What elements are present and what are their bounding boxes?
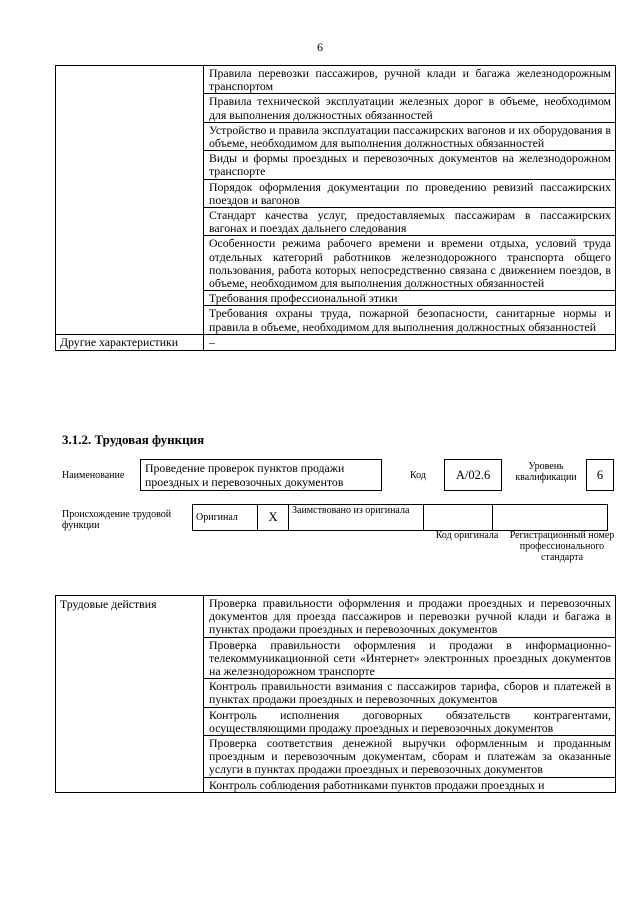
section-title: 3.1.2. Трудовая функция: [62, 432, 205, 447]
function-code-box: А/02.6: [444, 459, 502, 491]
level-value-box: 6: [586, 459, 614, 491]
labor-action-row: Проверка соответствия денежной выручки оформленным и проданным проездным и перевозочным документам, сборам и платежам за оказанные услуги в пунктах продажи проездных и перевозочных документов: [204, 736, 616, 778]
labor-action-row: Контроль правильности взимания с пассажиров тарифа, сборов и платежей в пунктах продажи проездных и перевозочных документов: [204, 679, 616, 707]
knowledge-row: Порядок оформления документации по проведению ревизий пассажирских поездов и вагонов: [204, 179, 616, 207]
knowledge-table: [55, 65, 616, 351]
origin-table: [192, 504, 608, 531]
borrowed-label: Заимствовано из оригинала: [289, 505, 424, 531]
knowledge-label-cell: [56, 66, 204, 335]
knowledge-row: Стандарт качества услуг, предоставляемых пассажирам в пассажирских вагонах и поездах дальнего следования: [204, 208, 616, 236]
labor-action-row: Проверка правильности оформления и продажи проездных и перевозочных документов для проезда пассажиров и перевозки ручной клади и багажа в пунктах продажи проездных и перевозочных документов: [204, 596, 616, 638]
knowledge-row: Особенности режима рабочего времени и времени отдыха, условий труда отдельных категорий работников железнодорожного транспорта общего пользования, работа которых непосредственно связана с движением поездов, в объеме, необходимом для выполнения должностных обязанностей: [204, 236, 616, 291]
labor-action-row: Контроль соблюдения работниками пунктов продажи проездных и: [204, 777, 616, 792]
other-characteristics-label: Другие характеристики: [56, 334, 204, 350]
knowledge-row: Требования охраны труда, пожарной безопасности, санитарные нормы и правила в объеме, необходимом для выполнения должностных обязанностей: [204, 306, 616, 334]
name-label: Наименование: [62, 470, 125, 481]
knowledge-row: Устройство и правила эксплуатации пассажирских вагонов и их оборудования в объеме, необходимом для выполнения должностных обязанностей: [204, 122, 616, 150]
knowledge-row: Виды и формы проездных и перевозочных документов на железнодорожном транспорте: [204, 151, 616, 179]
code-original-cell: [424, 505, 493, 531]
origin-label: Происхождение трудовой функции: [62, 509, 172, 531]
code-label: Код: [410, 470, 426, 481]
original-mark: X: [258, 505, 289, 531]
function-name-box: Проведение проверок пунктов продажи проездных и перевозочных документов: [140, 459, 382, 491]
labor-action-row: Проверка правильности оформления и продажи в информационно-телекоммуникационной сети «Интернет» электронных проездных документов на железнодорожном транспорте: [204, 637, 616, 679]
labor-actions-label: Трудовые действия: [56, 596, 204, 793]
knowledge-row: Правила технической эксплуатации железных дорог в объеме, необходимом для выполнения должностных обязанностей: [204, 94, 616, 122]
labor-action-row: Контроль исполнения договорных обязательств контрагентами, осуществляющими продажу проездных и перевозочных документов: [204, 707, 616, 735]
knowledge-row: Правила перевозки пассажиров, ручной клади и багажа железнодорожным транспортом: [204, 66, 616, 94]
code-original-caption: Код оригинала: [435, 530, 499, 541]
level-label: Уровень квалификации: [515, 461, 577, 483]
original-label: Оригинал: [193, 505, 258, 531]
labor-actions-table: [55, 595, 616, 793]
knowledge-row: Требования профессиональной этики: [204, 291, 616, 306]
other-characteristics-value: –: [204, 334, 616, 350]
reg-number-cell: [493, 505, 608, 531]
reg-number-caption: Регистрационный номер профессионального стандарта: [509, 530, 615, 563]
page-number: 6: [317, 40, 323, 54]
